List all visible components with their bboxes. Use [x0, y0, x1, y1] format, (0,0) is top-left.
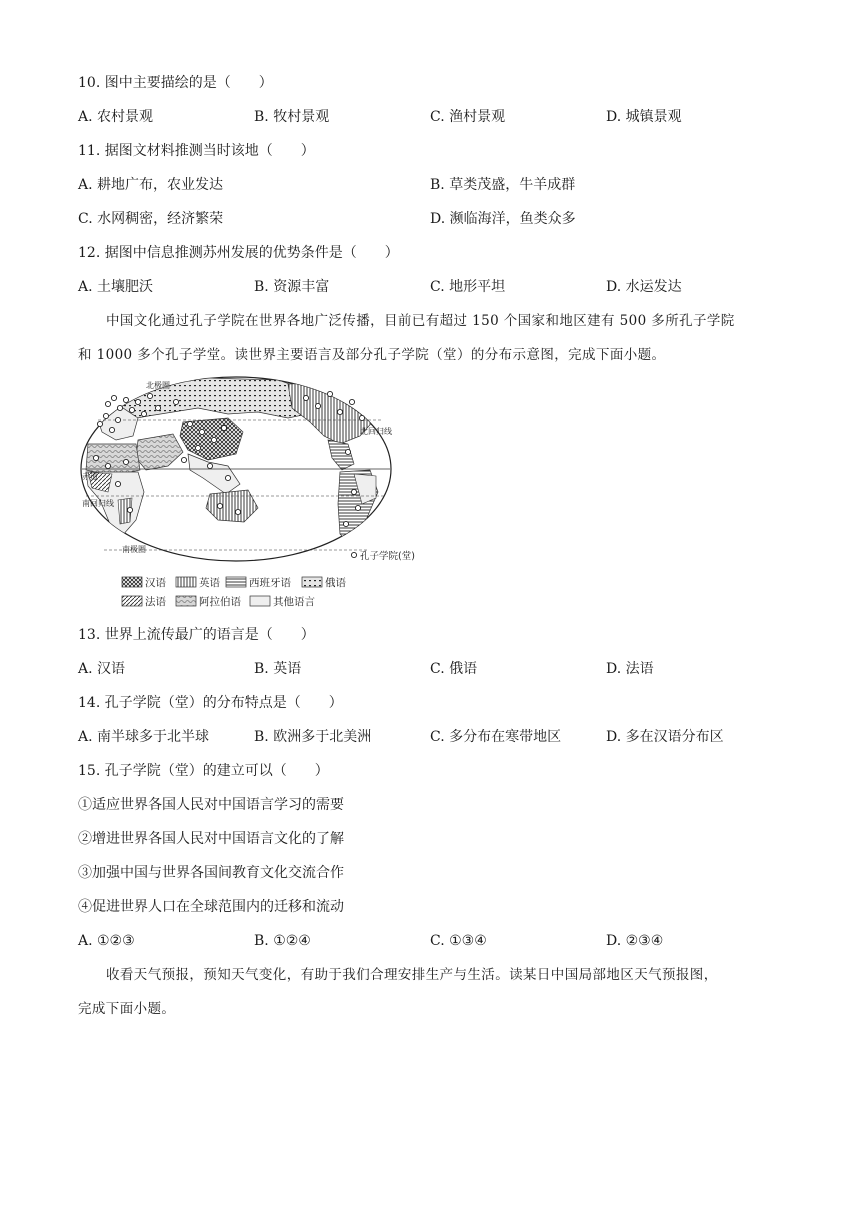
q11-option-c: C. 水网稠密，经济繁荣 — [78, 211, 224, 227]
q15-option-d: D. ②③④ — [606, 933, 664, 949]
q10-option-b: B. 牧村景观 — [254, 109, 330, 125]
question-14-stem: 14. 孔子学院（堂）的分布特点是（ ） — [78, 695, 343, 711]
question-13-stem: 13. 世界上流传最广的语言是（ ） — [78, 627, 315, 643]
legend-french-label: 法语 — [145, 596, 166, 608]
language-legend — [122, 576, 346, 608]
world-map-figure — [78, 374, 438, 614]
legend-chinese-swatch — [122, 577, 142, 587]
q15-statement-1: ①适应世界各国人民对中国语言学习的需要 — [78, 797, 344, 813]
institute-legend-label: 孔子学院(堂) — [360, 551, 415, 562]
antarctic-circle-label: 南极圈 — [122, 545, 146, 554]
q14-option-a: A. 南半球多于北半球 — [78, 729, 210, 745]
question-12-stem: 12. 据图中信息推测苏州发展的优势条件是（ ） — [78, 245, 399, 261]
q10-option-d: D. 城镇景观 — [606, 109, 682, 125]
legend-french-swatch — [122, 596, 142, 606]
q12-option-a: A. 土壤肥沃 — [78, 279, 154, 295]
institute-legend-marker — [351, 552, 356, 557]
passage-2-line-2: 完成下面小题。 — [78, 1001, 176, 1017]
legend-english-swatch — [176, 577, 196, 587]
q13-option-d: D. 法语 — [606, 661, 654, 677]
legend-spanish-swatch — [226, 577, 246, 587]
q15-statement-2: ②增进世界各国人民对中国语言文化的了解 — [78, 831, 344, 847]
legend-russian-swatch — [302, 577, 322, 587]
q14-option-d: D. 多在汉语分布区 — [606, 729, 724, 745]
q15-option-a: A. ①②③ — [78, 933, 135, 949]
passage-1-line-2: 和 1000 多个孔子学堂。读世界主要语言及部分孔子学院（堂）的分布示意图，完成下面小题。 — [78, 347, 666, 363]
equator-label: 赤道 — [82, 472, 98, 481]
legend-other-label: 其他语言 — [273, 596, 315, 608]
question-15-stem: 15. 孔子学院（堂）的建立可以（ ） — [78, 763, 329, 779]
legend-russian-label: 俄语 — [325, 577, 346, 589]
q11-option-a: A. 耕地广布，农业发达 — [78, 177, 224, 193]
q10-option-c: C. 渔村景观 — [430, 109, 506, 125]
q14-option-b: B. 欧洲多于北美洲 — [254, 729, 372, 745]
q15-option-c: C. ①③④ — [430, 933, 487, 949]
legend-english-label: 英语 — [199, 577, 220, 589]
q12-option-b: B. 资源丰富 — [254, 279, 330, 295]
q11-option-d: D. 濒临海洋，鱼类众多 — [430, 211, 576, 227]
q12-option-c: C. 地形平坦 — [430, 279, 506, 295]
q11-option-b: B. 草类茂盛，牛羊成群 — [430, 177, 576, 193]
q15-statement-3: ③加强中国与世界各国间教育文化交流合作 — [78, 865, 344, 881]
legend-spanish-label: 西班牙语 — [249, 577, 291, 589]
world-language-map — [78, 374, 438, 614]
arctic-circle-label: 北极圈 — [146, 381, 170, 390]
q15-option-b: B. ①②④ — [254, 933, 311, 949]
tropic-of-cancer-label: 北回归线 — [360, 427, 392, 436]
legend-chinese-label: 汉语 — [145, 577, 166, 589]
legend-other-swatch — [250, 596, 270, 606]
legend-arabic-label: 阿拉伯语 — [199, 596, 241, 608]
q10-option-a: A. 农村景观 — [78, 109, 154, 125]
question-10-stem: 10. 图中主要描绘的是（ ） — [78, 75, 273, 91]
passage-1-line-1: 中国文化通过孔子学院在世界各地广泛传播，目前已有超过 150 个国家和地区建有 500 多所孔子学院 — [106, 313, 735, 329]
question-11-stem: 11. 据图文材料推测当时该地（ ） — [78, 143, 315, 159]
tropic-of-capricorn-label: 南回归线 — [82, 499, 114, 508]
passage-2-line-1: 收看天气预报，预知天气变化，有助于我们合理安排生产与生活。读某日中国局部地区天气预报图， — [106, 967, 718, 983]
q13-option-b: B. 英语 — [254, 661, 302, 677]
q13-option-a: A. 汉语 — [78, 661, 126, 677]
q15-statement-4: ④促进世界人口在全球范围内的迁移和流动 — [78, 899, 344, 915]
q13-option-c: C. 俄语 — [430, 661, 478, 677]
q14-option-c: C. 多分布在寒带地区 — [430, 729, 562, 745]
legend-arabic-swatch — [176, 596, 196, 606]
q12-option-d: D. 水运发达 — [606, 279, 682, 295]
